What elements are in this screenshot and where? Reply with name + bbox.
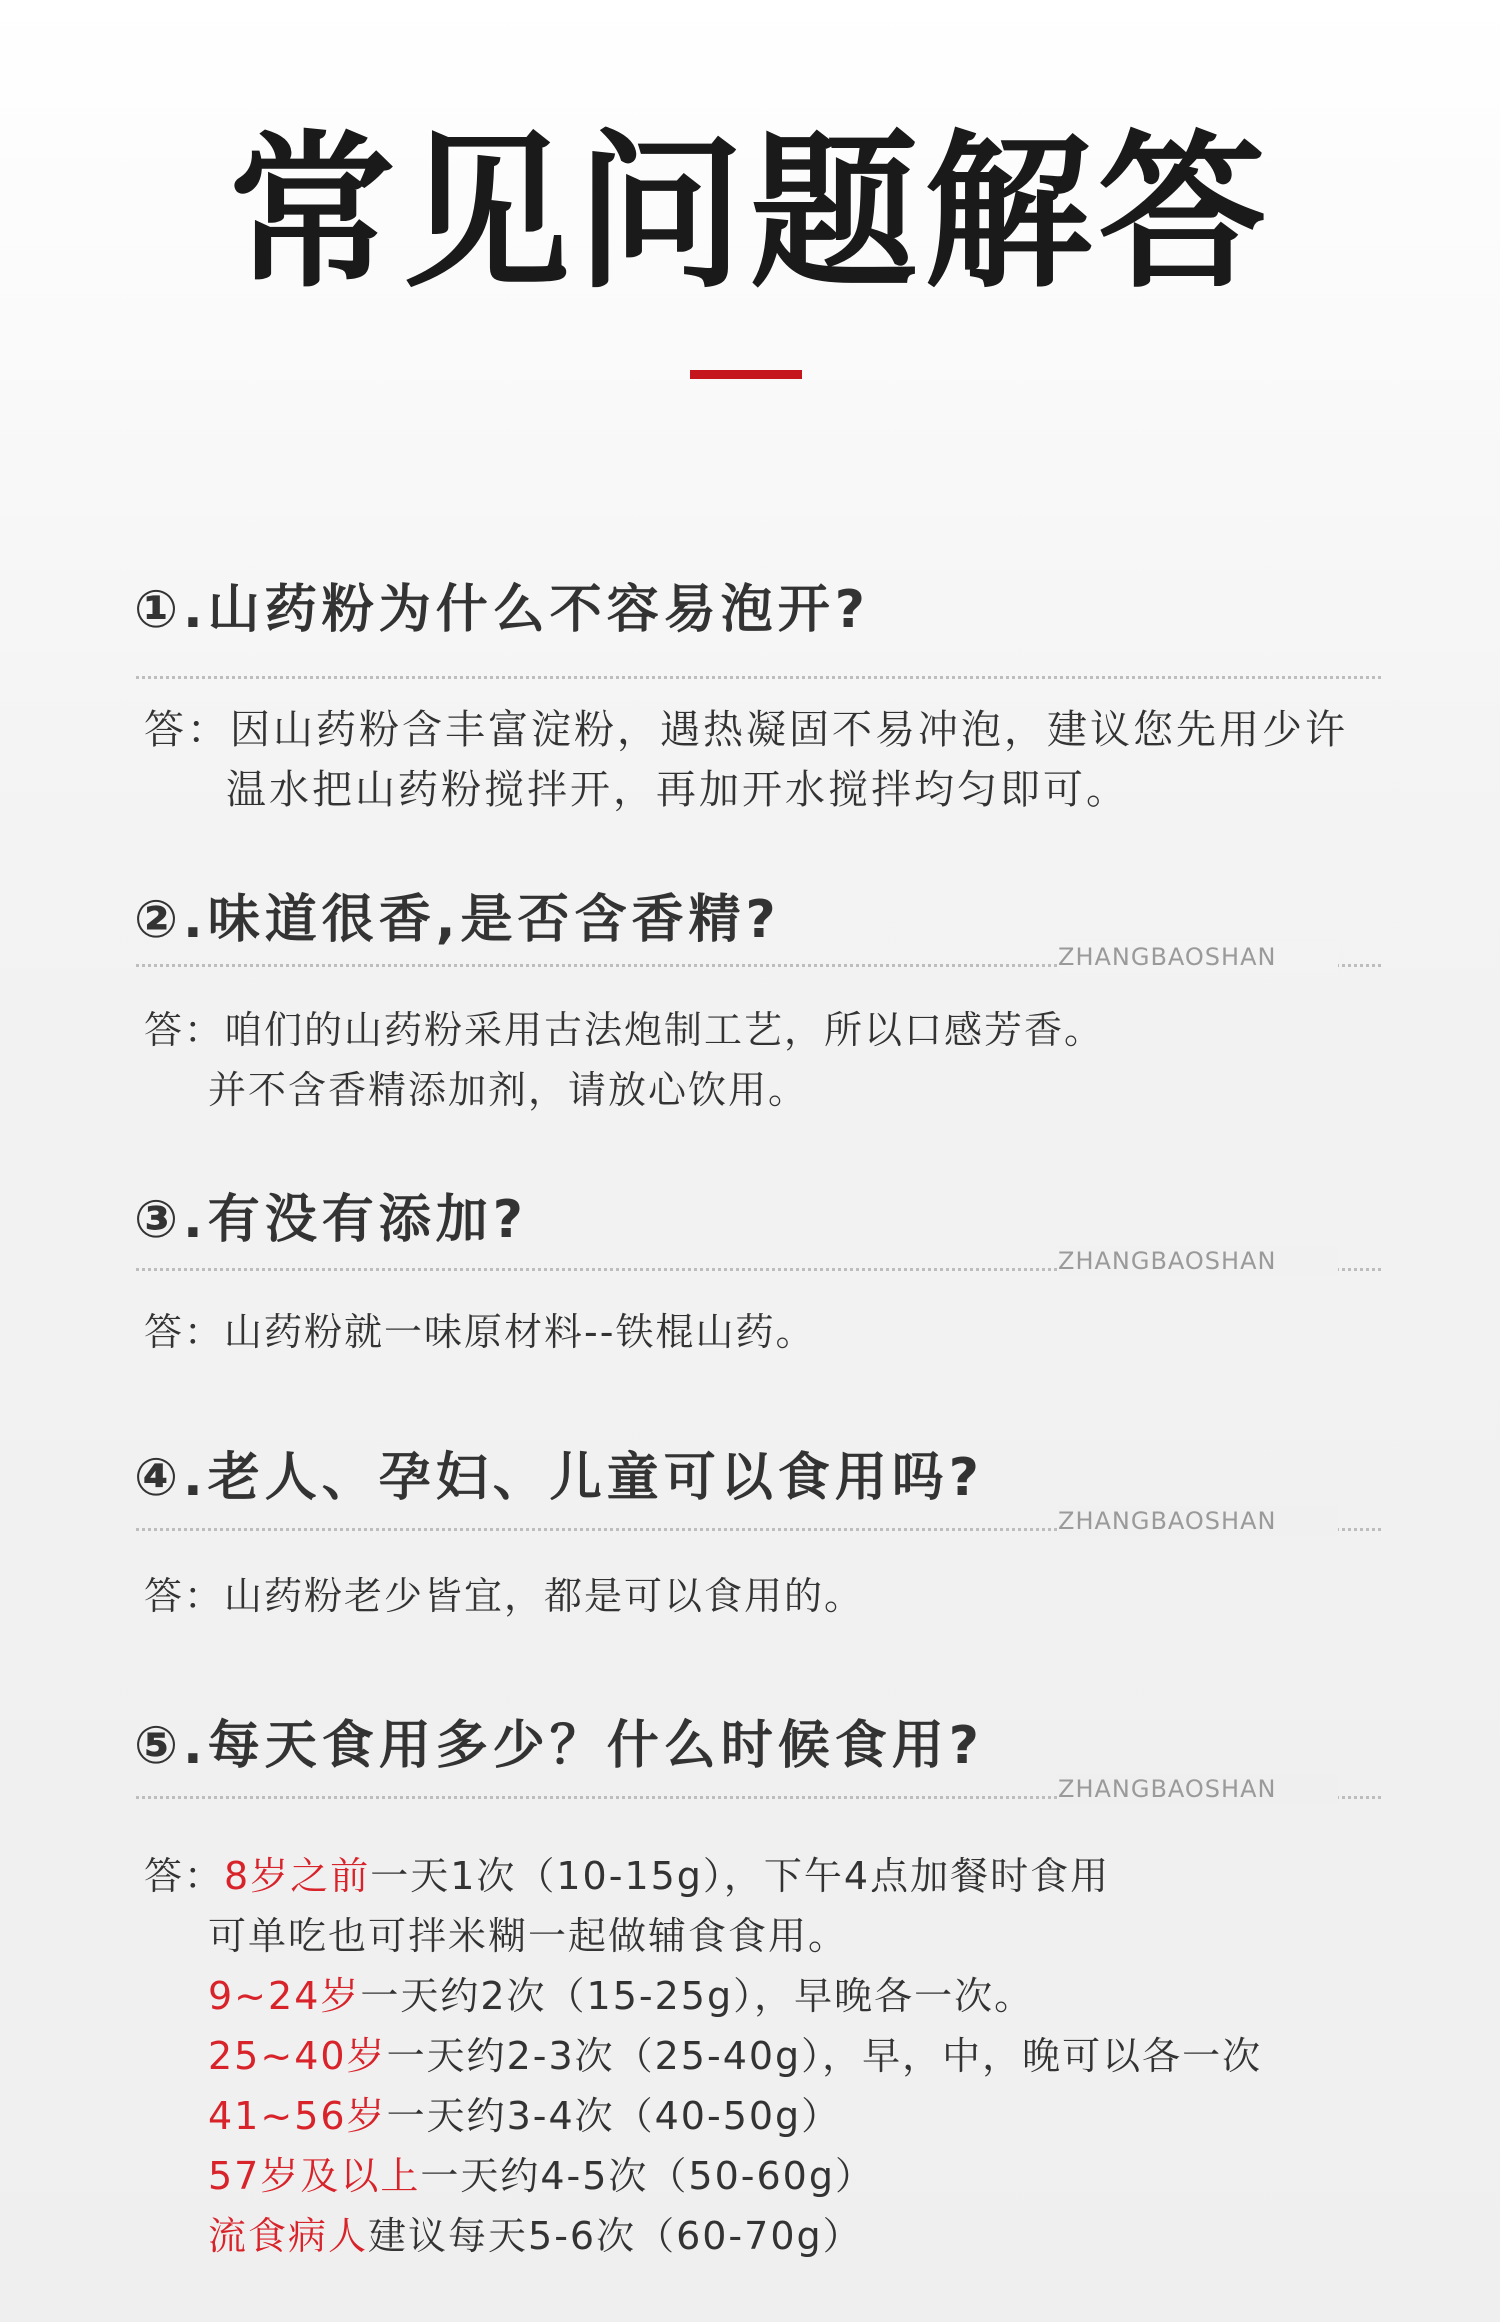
dosage-text: 一天约2-3次（25-40g），早，中，晚可以各一次 (386, 2034, 1263, 2078)
brand-watermark: ZHANGBAOSHAN (1058, 942, 1338, 972)
answer-line: 因山药粉含丰富淀粉，遇热凝固不易冲泡，建议您先用少许 (230, 707, 1348, 753)
page-title: 常见问题解答 (228, 115, 1272, 311)
faq-question-3: ③.有没有添加? (134, 1190, 528, 1250)
title-underline (690, 370, 802, 379)
answer-prefix: 答： (144, 707, 230, 753)
dosage-text: 建议每天5-6次（60-70g） (368, 2214, 863, 2258)
dosage-line (144, 1906, 1262, 1966)
faq-divider-1 (136, 676, 1381, 679)
faq-question-5: ⑤.每天食用多少？什么时候食用? (134, 1716, 984, 1776)
dosage-group: 57岁及以上 (208, 2154, 421, 2198)
answer-line: 山药粉就一味原材料--铁棍山药。 (224, 1310, 816, 1354)
dosage-text: 一天约4-5次（50-60g） (420, 2154, 875, 2198)
dosage-line (144, 2206, 1262, 2266)
answer-prefix: 答： (144, 1574, 225, 1618)
answer-prefix: 答： (144, 1310, 225, 1354)
dosage-text: 一天1次（10-15g），下午4点加餐时食用 (370, 1854, 1111, 1898)
dosage-line (144, 2026, 1262, 2086)
dosage-group: 41~56岁 (208, 2094, 387, 2138)
faq-answer-4 (144, 1566, 864, 1626)
faq-question-1: ①.山药粉为什么不容易泡开? (134, 580, 870, 640)
answer-line: 咱们的山药粉采用古法炮制工艺，所以口感芳香。 (224, 1008, 1105, 1052)
brand-watermark: ZHANGBAOSHAN (1058, 1506, 1338, 1536)
dosage-text: 可单吃也可拌米糊一起做辅食食用。 (208, 1914, 849, 1958)
answer-prefix: 答： (144, 1008, 225, 1052)
dosage-line (144, 2086, 1262, 2146)
faq-question-4: ④.老人、孕妇、儿童可以食用吗? (134, 1448, 984, 1508)
brand-watermark: ZHANGBAOSHAN (1058, 1774, 1338, 1804)
dosage-line (144, 2146, 1262, 2206)
answer-line: 温水把山药粉搅拌开，再加开水搅拌均匀即可。 (226, 767, 1129, 813)
faq-answer-5 (144, 1846, 1262, 2266)
dosage-text: 一天约2次（15-25g），早晚各一次。 (360, 1974, 1035, 2018)
faq-answer-3 (144, 1302, 815, 1362)
dosage-group: 流食病人 (208, 2214, 369, 2258)
faq-answer-1 (144, 700, 1348, 820)
answer-prefix: 答： (144, 1854, 225, 1898)
faq-answer-2 (144, 1000, 1104, 1120)
answer-line: 并不含香精添加剂，请放心饮用。 (208, 1068, 809, 1112)
dosage-group: 9~24岁 (208, 1974, 361, 2018)
dosage-line (144, 1966, 1262, 2026)
brand-watermark: ZHANGBAOSHAN (1058, 1246, 1338, 1276)
dosage-group: 8岁之前 (224, 1854, 371, 1898)
dosage-text: 一天约3-4次（40-50g） (386, 2094, 842, 2138)
dosage-group: 25~40岁 (208, 2034, 387, 2078)
answer-line: 山药粉老少皆宜，都是可以食用的。 (224, 1574, 865, 1618)
faq-question-2: ②.味道很香,是否含香精? (134, 890, 781, 950)
